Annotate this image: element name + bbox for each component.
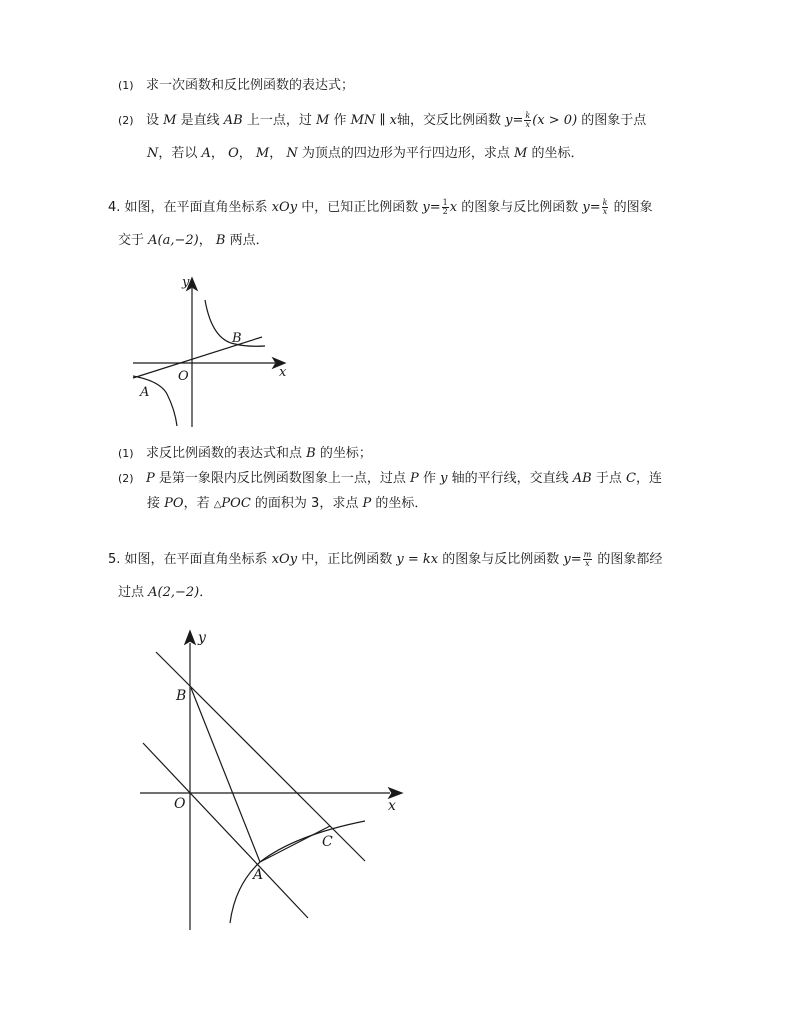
math-y-equals-kx: y = kx <box>396 552 439 567</box>
line-BC <box>156 652 365 861</box>
math-M: M <box>163 113 177 128</box>
q5-stem-line1 <box>108 551 662 569</box>
math-M: M <box>316 113 330 128</box>
q4-part2-text: ，若 <box>183 496 210 511</box>
math-y: y <box>440 471 448 486</box>
math-x: x <box>389 113 397 128</box>
q4-part1 <box>118 445 372 463</box>
q4-part2-text: 的坐标． <box>375 496 428 511</box>
q3-part2-text: 轴，交反比例函数 <box>396 113 501 128</box>
math-equals: = <box>589 200 601 215</box>
q3-part2-text: 作 <box>333 113 347 128</box>
y-axis-label: y <box>182 275 190 290</box>
fraction-k-over-x <box>602 199 609 216</box>
q4-figure <box>125 270 325 440</box>
q4-part2-text: 于点 <box>595 471 622 486</box>
math-P: P <box>410 471 419 486</box>
math-B: B <box>215 233 226 248</box>
math-P: P <box>146 471 155 486</box>
fraction-numerator: 1 <box>442 198 448 207</box>
q3-part2-text: ，若以 <box>158 146 198 161</box>
fraction-k-over-x <box>524 112 531 129</box>
q4-number: 4. <box>108 200 121 215</box>
fraction-numerator: k <box>602 198 608 207</box>
math-xOy: xOy <box>271 200 298 215</box>
q4-part2-text: 作 <box>422 471 436 486</box>
math-y: y <box>422 200 430 215</box>
fraction-numerator: k <box>525 111 531 120</box>
math-MN: MN <box>350 113 376 128</box>
y-axis-arrow <box>185 631 195 644</box>
q3-part2-text: 的坐标． <box>531 146 584 161</box>
math-equals: = <box>570 552 582 567</box>
triangle-symbol: △ <box>213 499 222 510</box>
math-N: N <box>147 146 159 161</box>
math-O: O <box>228 146 239 161</box>
math-AB: AB <box>223 113 243 128</box>
fraction-m-over-x <box>583 551 593 568</box>
math-condition: (x > 0) <box>532 113 578 128</box>
origin-label: O <box>178 369 189 384</box>
q3-part2-text: 的图象于点 <box>581 113 647 128</box>
math-equals: = <box>429 200 441 215</box>
q3-part1 <box>118 77 354 95</box>
segment-AC <box>260 826 330 862</box>
math-y: y <box>582 200 590 215</box>
q5-text: 过点 <box>118 585 145 600</box>
fraction-denominator: x <box>602 207 608 216</box>
q3-part1-number: (1) <box>118 79 134 92</box>
q4-text: 的图象 <box>613 200 653 215</box>
line-y-half-x <box>133 337 262 378</box>
math-B: B <box>306 446 316 461</box>
q4-part2-text: 的面积为 3，求点 <box>254 496 359 511</box>
q4-part1-text: 的坐标； <box>319 446 372 461</box>
point-C-label: C <box>322 834 333 850</box>
math-point-A: A(a,−2) <box>148 233 199 248</box>
point-B-label: B <box>232 331 242 346</box>
q5-stem-line2 <box>118 584 212 602</box>
math-A: A <box>201 146 211 161</box>
line-y-equals-kx <box>143 743 308 918</box>
math-y: y <box>505 113 513 128</box>
q3-part2-text: 是直线 <box>180 113 220 128</box>
math-equals: = <box>512 113 524 128</box>
q3-part2-line2 <box>147 145 584 163</box>
q4-part2-number: (2) <box>118 472 134 485</box>
q4-text: 交于 <box>118 233 145 248</box>
parallel-symbol: ∥ <box>379 113 386 128</box>
x-axis-label: x <box>388 798 396 814</box>
q5-text: 的图象都经 <box>597 552 663 567</box>
comma: ， <box>238 146 252 161</box>
math-x: x <box>449 200 458 215</box>
q5-number: 5. <box>108 552 121 567</box>
q4-part2-text: ，连 <box>635 471 662 486</box>
q4-text: 如图，在平面直角坐标系 <box>124 200 268 215</box>
q4-stem-line1 <box>108 199 653 217</box>
fraction-denominator: x <box>525 120 531 129</box>
math-C: C <box>626 471 636 486</box>
point-A-label: A <box>253 867 264 883</box>
comma: ， <box>269 146 283 161</box>
math-M: M <box>255 146 270 161</box>
point-B-label: B <box>176 688 187 704</box>
q4-text: ， <box>198 233 212 248</box>
q5-text: 如图，在平面直角坐标系 <box>124 552 268 567</box>
x-axis-arrow <box>389 788 402 798</box>
q4-text: 的图象与反比例函数 <box>461 200 579 215</box>
q3-part2-number: (2) <box>118 114 134 127</box>
q4-stem-line2 <box>118 232 269 250</box>
q4-text: 两点． <box>229 233 269 248</box>
q3-part2-line1 <box>118 112 646 130</box>
math-M: M <box>514 146 528 161</box>
q3-part2-text: 设 <box>146 113 160 128</box>
q4-part1-number: (1) <box>118 447 134 460</box>
segment-BA <box>191 688 260 862</box>
math-POC: POC <box>221 496 251 511</box>
q4-part2-text: 接 <box>147 496 161 511</box>
fraction-one-half <box>442 199 449 216</box>
fraction-denominator: x <box>585 559 590 568</box>
fraction-numerator: m <box>583 550 592 559</box>
q4-text: 中，已知正比例函数 <box>301 200 419 215</box>
math-PO: PO <box>164 496 184 511</box>
math-y: y <box>563 552 571 567</box>
comma: ， <box>210 146 224 161</box>
q3-part2-text: 上一点，过 <box>246 113 312 128</box>
origin-label: O <box>174 796 186 812</box>
math-point-A: A(2,−2) <box>148 585 200 600</box>
math-N: N <box>286 146 298 161</box>
point-A-label: A <box>140 385 150 400</box>
q3-part1-text: 求一次函数和反比例函数的表达式； <box>146 78 355 93</box>
q5-figure <box>130 625 420 935</box>
q4-part2-line2 <box>147 495 427 514</box>
x-axis-label: x <box>279 365 287 380</box>
math-AB: AB <box>572 471 592 486</box>
q4-part2-text: 轴的平行线，交直线 <box>451 471 569 486</box>
q3-part2-text: 为顶点的四边形为平行四边形，求点 <box>301 146 510 161</box>
y-axis-label: y <box>198 630 206 646</box>
q4-part1-text: 求反比例函数的表达式和点 <box>146 446 303 461</box>
math-P: P <box>362 496 372 511</box>
q4-part2-text: 是第一象限内反比例函数图象上一点，过点 <box>158 471 406 486</box>
q5-text: 的图象与反比例函数 <box>442 552 560 567</box>
q5-text: 中，正比例函数 <box>301 552 393 567</box>
fraction-denominator: 2 <box>442 207 448 216</box>
hyperbola-branch-3 <box>133 376 177 426</box>
q5-text: ． <box>199 585 213 600</box>
math-xOy: xOy <box>271 552 298 567</box>
q4-part2-line1 <box>118 470 662 488</box>
